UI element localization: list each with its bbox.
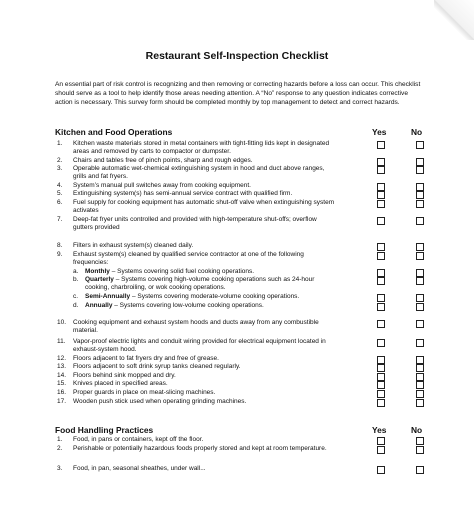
item-text: Floors adjacent to soft drink syrup tanks cleaned regularly. bbox=[73, 363, 241, 370]
item-number: 3. bbox=[57, 465, 63, 472]
no-checkbox[interactable] bbox=[416, 356, 424, 364]
no-checkbox[interactable] bbox=[416, 217, 424, 225]
subitem-letter: d. bbox=[73, 302, 79, 309]
yes-checkbox[interactable] bbox=[377, 381, 385, 389]
no-checkbox[interactable] bbox=[416, 320, 424, 328]
item-text: Operable automatic wet-chemical extinguishing system in hood and duct above ranges, grills and fat fryers. bbox=[73, 165, 325, 181]
item-text: Fuel supply for cooking equipment has automatic shut-off valve when extinguishing system activates bbox=[73, 199, 335, 215]
no-checkbox[interactable] bbox=[416, 339, 424, 347]
subitem-description: – Systems covering high-volume cooking operations such as 24-hour cooking, charbroiling, or wok cooking operations. bbox=[85, 276, 315, 292]
no-checkbox[interactable] bbox=[416, 437, 424, 445]
yes-checkbox[interactable] bbox=[377, 466, 385, 474]
no-column-label: No bbox=[411, 127, 423, 137]
item-text: Extinguishing system(s) has semi-annual service contract with qualified firm. bbox=[73, 190, 293, 197]
no-checkbox[interactable] bbox=[416, 252, 424, 260]
item-text: Exhaust system(s) cleaned by qualified service contractor at one of the following frequencies: bbox=[73, 251, 304, 267]
yes-checkbox[interactable] bbox=[377, 373, 385, 381]
subitem-text bbox=[85, 276, 335, 293]
subitem-text bbox=[85, 302, 335, 310]
document-title: Restaurant Self-Inspection Checklist bbox=[145, 50, 329, 62]
item-text: Deep-fat fryer units controlled and provided with high-temperature shut-offs; overflow gutters provided bbox=[73, 216, 317, 232]
no-checkbox[interactable] bbox=[416, 446, 424, 454]
yes-checkbox[interactable] bbox=[377, 191, 385, 199]
yes-checkbox[interactable] bbox=[377, 217, 385, 225]
subitem-term: Semi-Annually bbox=[85, 293, 131, 300]
yes-checkbox[interactable] bbox=[377, 364, 385, 372]
item-text: Food, in pans or containers, kept off the floor. bbox=[73, 436, 204, 443]
item-text: Floors adjacent to fat fryers dry and free of grease. bbox=[73, 355, 219, 362]
subitem-term: Quarterly bbox=[85, 276, 114, 283]
item-number: 9. bbox=[57, 251, 63, 258]
item-number: 17. bbox=[57, 398, 67, 405]
item-number: 15. bbox=[57, 380, 67, 387]
subitem-description: – Systems covering solid fuel cooking operations. bbox=[109, 268, 255, 275]
page-fold-corner bbox=[434, 0, 474, 40]
no-checkbox[interactable] bbox=[416, 373, 424, 381]
intro-paragraph: An essential part of risk control is recognizing and then removing or correcting hazards before a loss can occur. This checklist should serve as a tool to help identify those areas needing attention. A “No” response to any question indicates corrective action is necessary. This survey form should be completed monthly by top management to detect and correct hazards. bbox=[55, 81, 421, 107]
no-checkbox[interactable] bbox=[416, 200, 424, 208]
yes-checkbox[interactable] bbox=[377, 399, 385, 407]
section-heading: Kitchen and Food Operations bbox=[55, 127, 173, 137]
yes-column-label: Yes bbox=[372, 127, 387, 137]
item-number: 4. bbox=[57, 182, 63, 189]
item-text: Floors behind sink mopped and dry. bbox=[73, 372, 176, 379]
item-text: Kitchen waste materials stored in metal containers with tight-fitting lids kept in designated areas and removed by carts to compactor or dumpster. bbox=[73, 140, 330, 156]
item-number: 13. bbox=[57, 363, 67, 370]
yes-checkbox[interactable] bbox=[377, 303, 385, 311]
subitem-text bbox=[85, 293, 335, 301]
item-number: 6. bbox=[57, 199, 63, 206]
yes-checkbox[interactable] bbox=[377, 243, 385, 251]
no-checkbox[interactable] bbox=[416, 141, 424, 149]
no-checkbox[interactable] bbox=[416, 191, 424, 199]
subitem-description: – Systems covering low-volume cooking operations. bbox=[112, 302, 264, 309]
yes-checkbox[interactable] bbox=[377, 446, 385, 454]
item-number: 2. bbox=[57, 157, 63, 164]
subitem-letter: c. bbox=[73, 293, 79, 300]
yes-checkbox[interactable] bbox=[377, 166, 385, 174]
item-text: Perishable or potentially hazardous foods properly stored and kept at room temperature. bbox=[73, 445, 327, 452]
item-text: Food, in pan, seasonal sheathes, under wall... bbox=[73, 465, 206, 472]
subitem-term: Monthly bbox=[85, 268, 110, 275]
yes-checkbox[interactable] bbox=[377, 356, 385, 364]
item-number: 1. bbox=[57, 140, 63, 147]
subitem-description: – Systems covering moderate-volume cooking operations. bbox=[130, 293, 300, 300]
section-heading: Food Handling Practices bbox=[55, 425, 154, 435]
section-header bbox=[55, 127, 430, 138]
yes-checkbox[interactable] bbox=[377, 339, 385, 347]
no-checkbox[interactable] bbox=[416, 294, 424, 302]
yes-checkbox[interactable] bbox=[377, 183, 385, 191]
no-checkbox[interactable] bbox=[416, 364, 424, 372]
item-text: Knives placed in specified areas. bbox=[73, 380, 168, 387]
yes-checkbox[interactable] bbox=[377, 269, 385, 277]
yes-checkbox[interactable] bbox=[377, 252, 385, 260]
yes-checkbox[interactable] bbox=[377, 320, 385, 328]
no-checkbox[interactable] bbox=[416, 183, 424, 191]
no-checkbox[interactable] bbox=[416, 243, 424, 251]
yes-checkbox[interactable] bbox=[377, 141, 385, 149]
item-number: 5. bbox=[57, 190, 63, 197]
yes-checkbox[interactable] bbox=[377, 390, 385, 398]
item-number: 1. bbox=[57, 436, 63, 443]
item-text: Vapor-proof electric lights and conduit wiring provided for electrical equipment located in exhaust-system hood. bbox=[73, 338, 326, 354]
no-checkbox[interactable] bbox=[416, 166, 424, 174]
item-text: System’s manual pull switches away from cooking equipment. bbox=[73, 182, 251, 189]
no-checkbox[interactable] bbox=[416, 399, 424, 407]
yes-column-label: Yes bbox=[372, 425, 387, 435]
item-number: 7. bbox=[57, 216, 63, 223]
yes-checkbox[interactable] bbox=[377, 277, 385, 285]
no-checkbox[interactable] bbox=[416, 303, 424, 311]
no-column-label: No bbox=[411, 425, 423, 435]
item-text: Wooden push stick used when operating grinding machines. bbox=[73, 398, 247, 405]
no-checkbox[interactable] bbox=[416, 277, 424, 285]
item-text: Filters in exhaust system(s) cleaned daily. bbox=[73, 242, 194, 249]
no-checkbox[interactable] bbox=[416, 390, 424, 398]
yes-checkbox[interactable] bbox=[377, 158, 385, 166]
no-checkbox[interactable] bbox=[416, 158, 424, 166]
item-text: Proper guards in place on meat-slicing machines. bbox=[73, 389, 216, 396]
subitem-term: Annually bbox=[85, 302, 113, 309]
item-number: 8. bbox=[57, 242, 63, 249]
item-number: 12. bbox=[57, 355, 67, 362]
item-number: 14. bbox=[57, 372, 67, 379]
yes-checkbox[interactable] bbox=[377, 200, 385, 208]
no-checkbox[interactable] bbox=[416, 381, 424, 389]
no-checkbox[interactable] bbox=[416, 269, 424, 277]
yes-checkbox[interactable] bbox=[377, 437, 385, 445]
no-checkbox[interactable] bbox=[416, 466, 424, 474]
subitem-letter: b. bbox=[73, 276, 79, 283]
item-number: 11. bbox=[57, 338, 66, 345]
section-header bbox=[55, 425, 430, 436]
item-text: Chairs and tables free of pinch points, sharp and rough edges. bbox=[73, 157, 253, 164]
item-number: 16. bbox=[57, 389, 67, 396]
item-number: 3. bbox=[57, 165, 63, 172]
item-number: 2. bbox=[57, 445, 63, 452]
item-number: 10. bbox=[57, 319, 67, 326]
yes-checkbox[interactable] bbox=[377, 294, 385, 302]
item-text: Cooking equipment and exhaust system hoods and ducts away from any combustible material. bbox=[73, 319, 319, 335]
subitem-letter: a. bbox=[73, 268, 79, 275]
